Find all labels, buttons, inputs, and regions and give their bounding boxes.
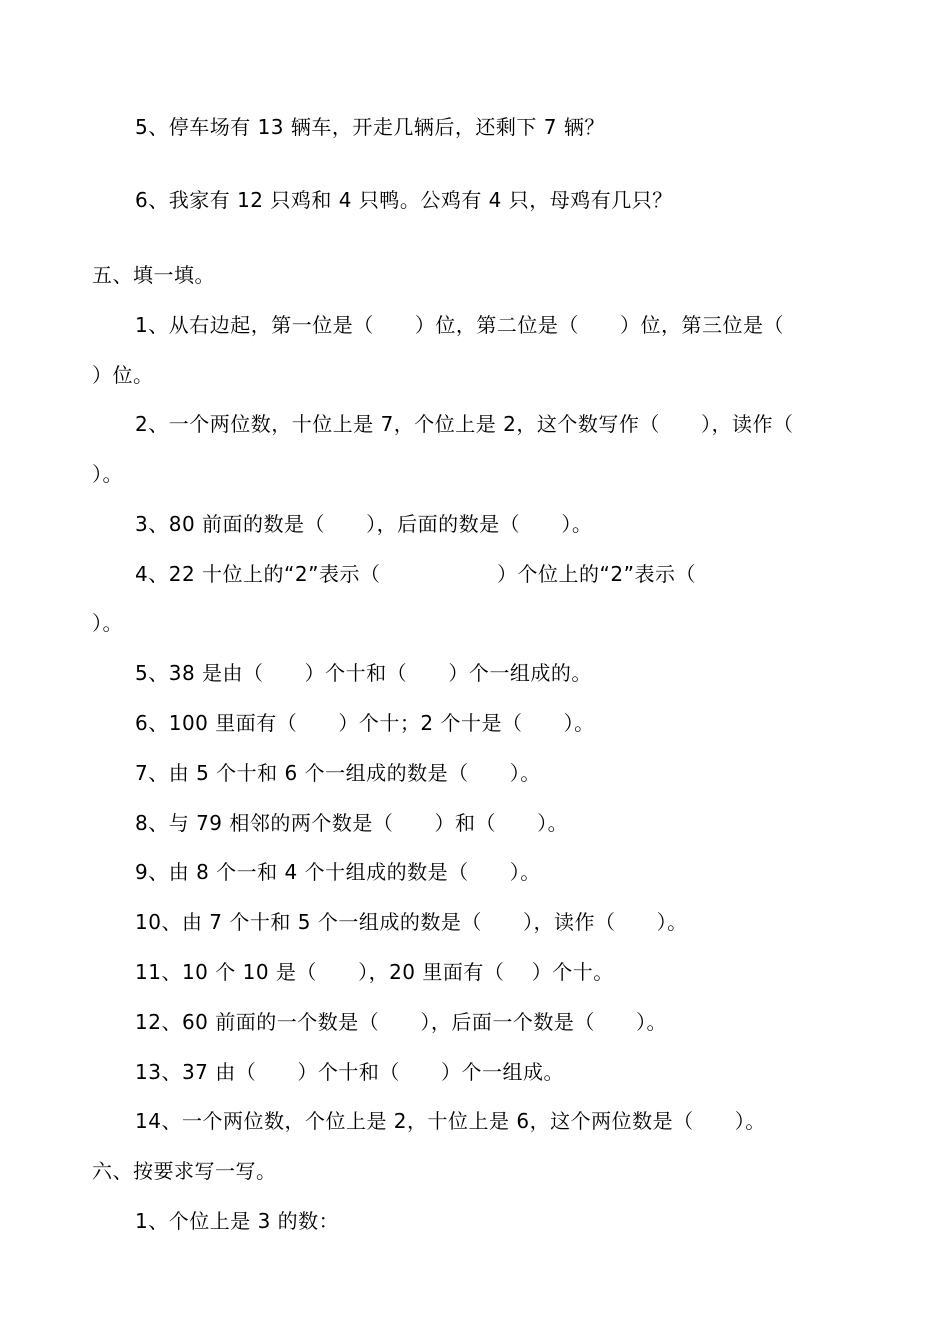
fill-q11: 11、10 个 10 是（ ），20 里面有（ ）个十。 [135,960,614,984]
fill-q8: 8、与 79 相邻的两个数是（ ）和（ ）。 [135,811,569,835]
section-5-heading: 五、填一填。 [92,263,215,287]
problem-5-parking: 5、停车场有 13 辆车，开走几辆后，还剩下 7 辆？ [135,115,605,139]
fill-q7: 7、由 5 个十和 6 个一组成的数是（ ）。 [135,761,541,785]
write-q1: 1、个位上是 3 的数： [135,1209,340,1233]
fill-q13: 13、37 由（ ）个十和（ ）个一组成。 [135,1060,565,1084]
fill-q4-line1: 4、22 十位上的“2”表示（ ）个位上的“2”表示（ [135,562,697,586]
fill-q5: 5、38 是由（ ）个十和（ ）个一组成的。 [135,661,592,685]
fill-q6: 6、100 里面有（ ）个十；2 个十是（ ）。 [135,711,595,735]
section-6-heading: 六、按要求写一写。 [92,1159,277,1183]
fill-q12: 12、60 前面的一个数是（ ），后面一个数是（ ）。 [135,1010,668,1034]
fill-q3: 3、80 前面的数是（ ），后面的数是（ ）。 [135,512,593,536]
fill-q9: 9、由 8 个一和 4 个十组成的数是（ ）。 [135,860,541,884]
fill-q10: 10、由 7 个十和 5 个一组成的数是（ ），读作（ ）。 [135,910,688,934]
fill-q2-line1: 2、一个两位数，十位上是 7，个位上是 2，这个数写作（ ），读作（ [135,412,794,436]
fill-q4-line2: ）。 [92,611,123,635]
fill-q2-line2: ）。 [92,462,123,486]
fill-q14: 14、一个两位数，个位上是 2，十位上是 6，这个两位数是（ ）。 [135,1109,766,1133]
problem-6-chickens: 6、我家有 12 只鸡和 4 只鸭。公鸡有 4 只，母鸡有几只？ [135,188,673,212]
fill-q1-line1: 1、从右边起，第一位是（ ）位，第二位是（ ）位，第三位是（ [135,313,785,337]
fill-q1-line2: ）位。 [92,363,154,387]
